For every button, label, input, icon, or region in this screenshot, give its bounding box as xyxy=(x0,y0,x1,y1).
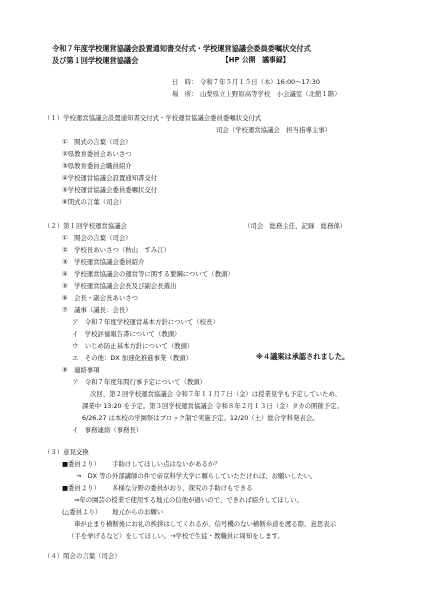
section4-heading: （４）閉会の言葉（司会） xyxy=(44,552,121,560)
contact-item-a-detail-3: 6/26,27 は本校の学園祭はブロック制で実施予定。12/20（土）総合学科発表会。 xyxy=(82,414,319,422)
agenda-item-e: エ その他：DX 加速化推進事業（教頭） xyxy=(72,354,192,362)
opinion1-answer: → DX 等の外部講師の件で帝京科学大学に頼らしていただければ、お願いしたい。 xyxy=(76,472,317,480)
section2-item-3: ③ 学校運営協議会委員紹介 xyxy=(62,258,145,266)
section2-item-6: ⑥ 会長・副会長あいさつ xyxy=(62,294,139,302)
opinion3-label: (△委員より） xyxy=(62,508,102,516)
section2-item-4: ④ 学校運営協議会の運営等に関する要綱について（教頭） xyxy=(62,270,234,278)
section2-host: （司会 総務主任、記録 総務係） xyxy=(244,222,347,230)
section1-item-2: ②県教育委員会あいさつ xyxy=(62,150,132,158)
agenda-item-i: イ 学校評価報告書について（教頭） xyxy=(72,330,181,338)
section1-heading: （１）学校運営協議会設置通知書交付式・学校運営協議会委員委嘱状交付式 xyxy=(44,114,262,122)
contact-item-a-detail-2: 課業中 13:20 を予定。第３回学校運営協議会 令和８年２月１３日（金）タカの開催予定。 xyxy=(82,402,343,410)
opinion2-text: 多様な分野の委員がおり、探究の手助けもできる xyxy=(112,484,253,492)
date-label: 日 時： xyxy=(172,78,198,86)
date-value: 令和７年５月１５日（木）16:00～17:30 xyxy=(200,78,320,86)
section1-host: 司会（学校運営協議会 担当指導主事） xyxy=(216,126,332,134)
section1-item-6: ⑥閉式の言葉（司会） xyxy=(62,198,126,206)
agenda-item-u: ウ いじめ防止基本方針について（教頭） xyxy=(72,342,194,350)
opinion2-answer: ⇒年の園芸の授業で使用する地元の信他が過いので、できれば紹介してほしい。 xyxy=(74,496,303,504)
contact-item-a-detail-1: 次回、第２回学校運営協議会 令和７年１１月７日（金）は授業見学も予定していため、 xyxy=(90,390,342,398)
section2-item-1: ① 開会の言葉（司会） xyxy=(62,234,132,242)
doc-title-line2: 及び第１回学校運営協議会 xyxy=(52,56,139,65)
section1-item-4: ④学校運営協議会設置通知書交付 xyxy=(62,174,158,182)
place-label: 場 所： xyxy=(172,90,198,98)
hp-public-tag: 【HP 公開 議事録】 xyxy=(222,56,290,64)
doc-title-line1: 令和７年度学校運営協議会設置通知書交付式・学校運営協議会委員委嘱状交付式 xyxy=(52,44,311,53)
opinion3-text: 地元からのお願い xyxy=(112,508,164,516)
approved-note: ※４議案は承認されました。 xyxy=(256,352,350,361)
opinion1-label: ■委員より） xyxy=(62,460,100,468)
opinion2-label: ■委員より） xyxy=(62,484,100,492)
opinion1-text: 手助けしてほしい点はないかあるか？ xyxy=(112,460,221,468)
contact-item-b: イ 事務連絡（事務長） xyxy=(72,426,143,434)
contact-heading: ⑧ 連絡事項 xyxy=(62,366,100,374)
place-value: 山梨県立上野原高等学校 小会議室（北館１階） xyxy=(200,90,341,98)
section1-item-3: ③県教育委員会職員紹介 xyxy=(62,162,132,170)
section2-heading: （２）第１回学校運営協議会 xyxy=(44,222,128,230)
section1-item-5: ⑤学校運営協議会委員委嘱状交付 xyxy=(62,186,158,194)
section2-item-2: ② 学校長あいさつ（秋山 すみ江） xyxy=(62,246,170,254)
opinion3-answer-line2: （手を挙げるなど）をしてほしい。→学校で生徒・教職員に周知をします。 xyxy=(68,532,284,540)
agenda-item-a: ア 令和７年度学校運営基本方針について（校長） xyxy=(72,318,219,326)
opinion3-answer-line1: 車が止まり横断後にお礼の挨拶はしてくれるが、信号機のない横断歩道を渡る際、意思表示 xyxy=(74,520,337,528)
section2-item-7: ⑦ 議事（議長：会長） xyxy=(62,306,132,314)
section1-item-1: ① 開式の言葉（司会） xyxy=(62,138,132,146)
contact-item-a: ア 令和７年度年間行事予定について（教頭） xyxy=(72,378,207,386)
section3-heading: （３）意見交換 xyxy=(44,448,89,456)
section2-item-5: ⑤ 学校運営協議会会長及び副会長選出 xyxy=(62,282,177,290)
